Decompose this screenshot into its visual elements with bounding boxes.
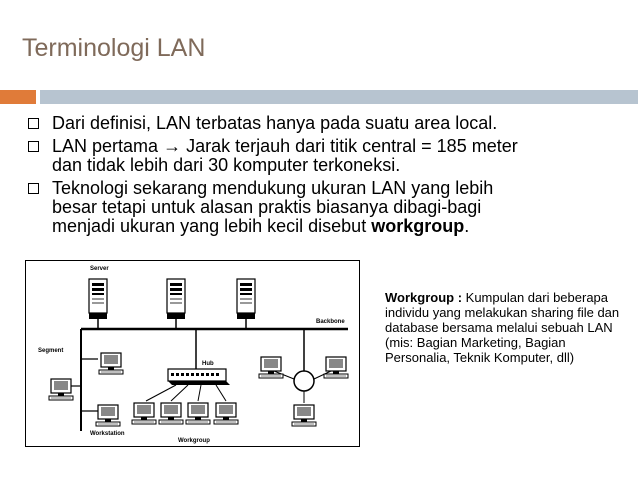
bullet-item bbox=[22, 179, 622, 236]
accent-bar-gray bbox=[40, 90, 638, 104]
bullet-square-icon bbox=[28, 141, 39, 152]
note-term: Workgroup : bbox=[385, 290, 463, 305]
workstation-icon bbox=[49, 379, 73, 400]
slide-title: Terminologi LAN bbox=[22, 34, 206, 62]
workstation-icon bbox=[324, 357, 348, 378]
workgroup-pc-icon bbox=[214, 403, 238, 424]
bullet-square-icon bbox=[28, 183, 39, 194]
bullet-text: menjadi ukuran yang lebih kecil disebut bbox=[52, 216, 372, 236]
label-workstation: Workstation bbox=[90, 431, 125, 437]
bullet-square-icon bbox=[28, 118, 39, 129]
bullet-text: dan tidak lebih dari 30 komputer terkoneksi. bbox=[52, 155, 401, 175]
bullet-item bbox=[22, 137, 622, 175]
bullet-text: Jarak terjauh dari titik central = 185 meter bbox=[181, 136, 518, 156]
network-diagram bbox=[25, 260, 360, 447]
label-workgroup: Workgroup bbox=[178, 438, 210, 444]
bullet-list bbox=[22, 114, 622, 240]
workgroup-note bbox=[385, 290, 625, 365]
bullet-emphasis: workgroup bbox=[371, 216, 465, 236]
arrow-right-icon: → bbox=[163, 136, 182, 156]
server-icon bbox=[167, 279, 185, 319]
hub-icon bbox=[168, 369, 230, 385]
label-hub: Hub bbox=[202, 361, 214, 367]
bullet-text: Teknologi sekarang mendukung ukuran LAN yang lebih bbox=[52, 178, 494, 198]
bullet-text: Dari definisi, LAN terbatas hanya pada suatu area local. bbox=[52, 113, 498, 133]
accent-bar-orange bbox=[0, 90, 36, 104]
server-icon bbox=[89, 279, 107, 319]
workgroup-pc-icon bbox=[186, 403, 210, 424]
bullet-item bbox=[22, 114, 622, 133]
label-server: Server bbox=[90, 266, 109, 272]
workstation-icon bbox=[292, 405, 316, 426]
bullet-text: LAN pertama bbox=[52, 136, 164, 156]
bullet-text: . bbox=[464, 216, 470, 236]
network-diagram-svg bbox=[26, 261, 359, 446]
server-icon bbox=[237, 279, 255, 319]
label-backbone: Backbone bbox=[316, 319, 345, 325]
workstation-icon bbox=[96, 405, 120, 426]
workstation-icon bbox=[99, 353, 123, 374]
workgroup-pc-icon bbox=[159, 403, 183, 424]
ring-node bbox=[294, 371, 314, 391]
note-definition: Kumpulan dari beberapa individu yang melakukan sharing file dan database bersama melalui sebuah LAN (mis: Bagian Marketing, Bagian Personalia, Teknik Komputer, dll) bbox=[385, 290, 620, 365]
workstation-icon bbox=[259, 357, 283, 378]
label-segment: Segment bbox=[38, 348, 64, 354]
workgroup-pc-icon bbox=[132, 403, 156, 424]
bullet-text: besar tetapi untuk alasan praktis biasanya dibagi-bagi bbox=[52, 197, 482, 217]
